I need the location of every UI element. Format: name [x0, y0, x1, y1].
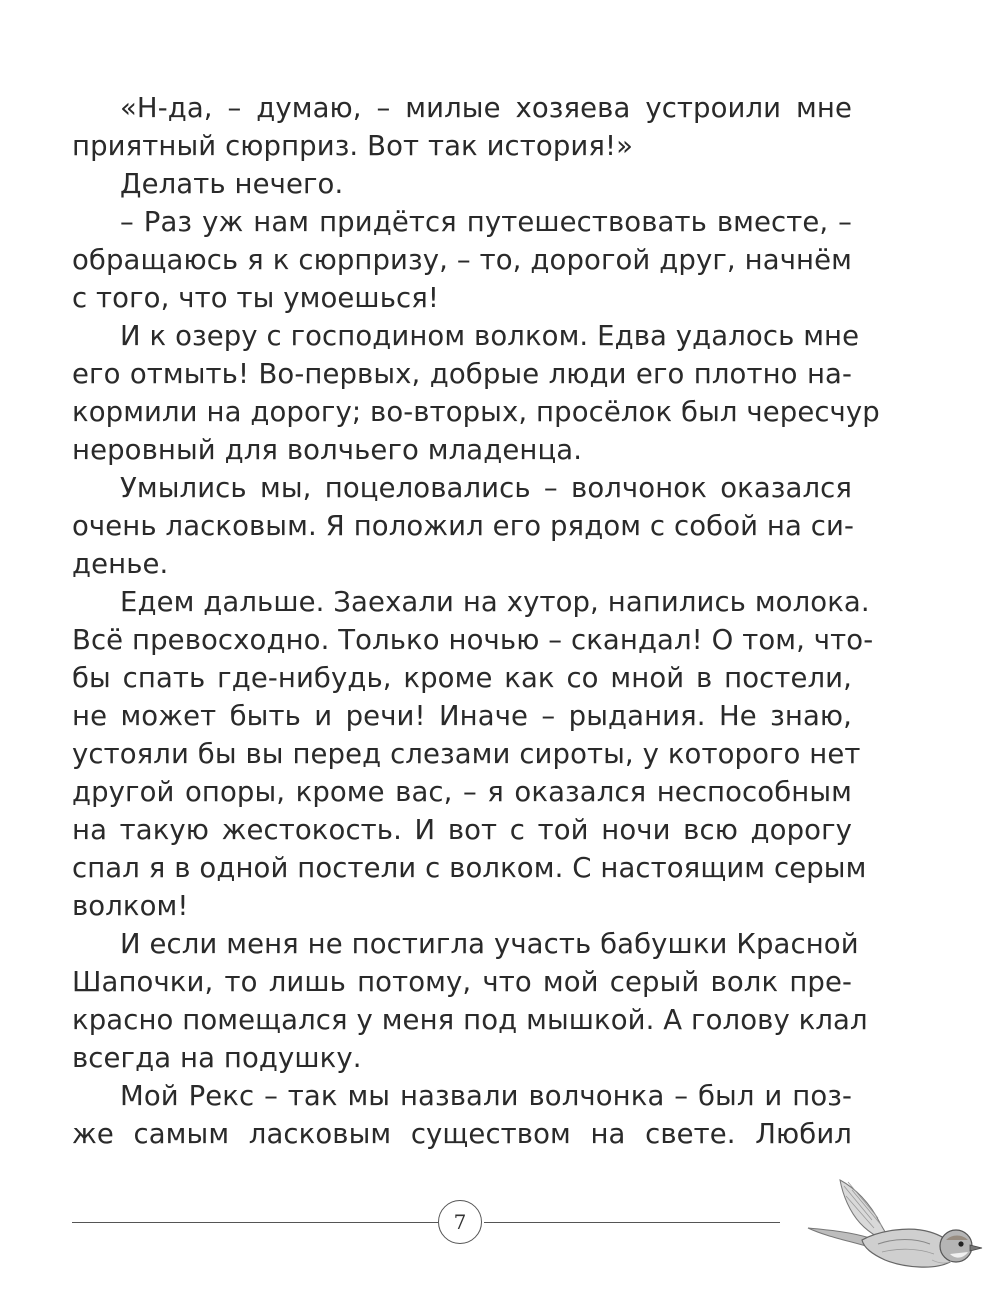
- page-number: 7: [438, 1200, 482, 1244]
- text-line: неровный для волчьего младенца.: [72, 434, 583, 466]
- text-line: Умылись мы, поцеловались – волчонок оказался: [120, 472, 852, 504]
- text-line: Едем дальше. Заехали на хутор, напились молока.: [120, 586, 870, 618]
- text-line: «Н-да, – думаю, – милые хозяева устроили мне: [120, 92, 852, 124]
- text-line: красно помещался у меня под мышкой. А голову клал: [72, 1004, 868, 1036]
- text-line: на такую жестокость. И вот с той ночи всю дорогу: [72, 814, 852, 846]
- text-line: не может быть и речи! Иначе – рыдания. Не знаю,: [72, 700, 852, 732]
- text-line: всегда на подушку.: [72, 1042, 362, 1074]
- sparrow-illustration-icon: [800, 1168, 1000, 1278]
- text-line: его отмыть! Во-первых, добрые люди его плотно на-: [72, 358, 852, 390]
- text-line: Мой Рекс – так мы назвали волчонка – был и поз-: [120, 1080, 852, 1112]
- text-line: Делать нечего.: [120, 168, 344, 200]
- text-line: очень ласковым. Я положил его рядом с собой на си-: [72, 510, 855, 542]
- text-line: с того, что ты умоешься!: [72, 282, 439, 314]
- text-line: денье.: [72, 548, 169, 580]
- text-line: устояли бы вы перед слезами сироты, у которого нет: [72, 738, 861, 770]
- text-line: же самым ласковым существом на свете. Любил: [72, 1118, 852, 1150]
- text-line: бы спать где-нибудь, кроме как со мной в постели,: [72, 662, 852, 694]
- text-line: И если меня не постигла участь бабушки Красной: [120, 928, 859, 960]
- text-line: приятный сюрприз. Вот так история!»: [72, 130, 634, 162]
- text-line: И к озеру с господином волком. Едва удалось мне: [120, 320, 860, 352]
- footer-rule-right: [484, 1222, 780, 1223]
- text-line: Шапочки, то лишь потому, что мой серый волк пре-: [72, 966, 852, 998]
- footer-rule-left: [72, 1222, 438, 1223]
- text-line: Всё превосходно. Только ночью – скандал! О том, что-: [72, 624, 874, 656]
- text-line: кормили на дорогу; во-вторых, просёлок был чересчур: [72, 396, 880, 428]
- text-line: – Раз уж нам придётся путешествовать вместе, –: [120, 206, 852, 238]
- text-line: обращаюсь я к сюрпризу, – то, дорогой друг, начнём: [72, 244, 852, 276]
- text-line: спал я в одной постели с волком. С настоящим серым: [72, 852, 867, 884]
- text-line: другой опоры, кроме вас, – я оказался неспособным: [72, 776, 852, 808]
- text-line: волком!: [72, 890, 189, 922]
